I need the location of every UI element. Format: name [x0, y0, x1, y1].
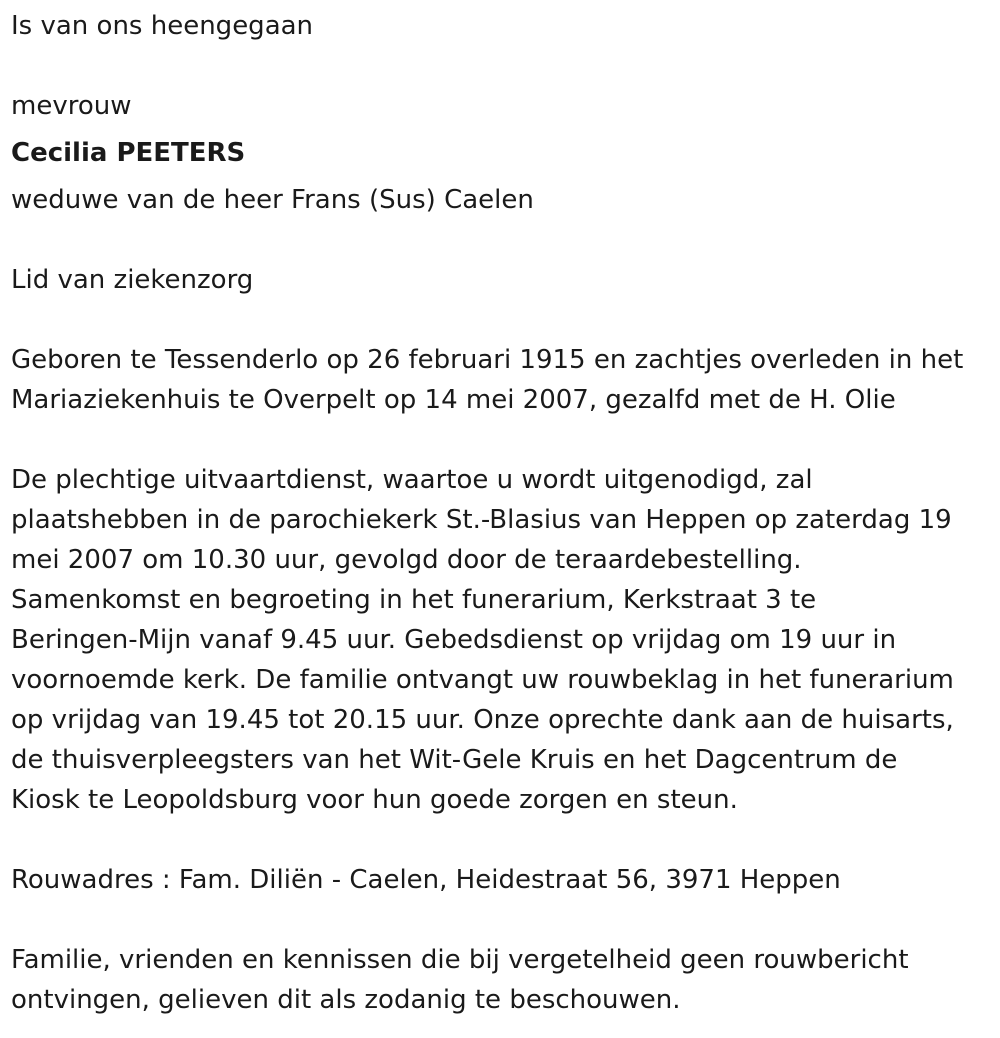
closing-line: ontvingen, gelieven dit als zodanig te beschouwen.: [11, 985, 681, 1015]
birth-line: Geboren te Tessenderlo op 26 februari 1915 en zachtjes overleden in het: [11, 345, 964, 375]
service-line: voornoemde kerk. De familie ontvangt uw rouwbeklag in het funerarium: [11, 665, 954, 695]
spacer: [11, 420, 991, 460]
service-line: Samenkomst en begroeting in het funerarium, Kerkstraat 3 te: [11, 585, 817, 615]
salutation: mevrouw: [11, 91, 132, 121]
mourning-address: Rouwadres : Fam. Diliën - Caelen, Heidestraat 56, 3971 Heppen: [11, 865, 841, 895]
service-line: Kiosk te Leopoldsburg voor hun goede zorgen en steun.: [11, 785, 738, 815]
service-line: op vrijdag van 19.45 tot 20.15 uur. Onze oprechte dank aan de huisarts,: [11, 705, 954, 735]
service-line: de thuisverpleegsters van het Wit-Gele Kruis en het Dagcentrum de: [11, 745, 898, 775]
membership-line: Lid van ziekenzorg: [11, 265, 254, 295]
deceased-name: Cecilia PEETERS: [11, 138, 246, 168]
spacer: [11, 46, 991, 86]
spacer: [11, 300, 991, 340]
closing-line: Familie, vrienden en kennissen die bij vergetelheid geen rouwbericht: [11, 945, 909, 975]
service-line: Beringen-Mijn vanaf 9.45 uur. Gebedsdienst op vrijdag om 19 uur in: [11, 625, 897, 655]
service-line: mei 2007 om 10.30 uur, gevolgd door de teraardebestelling.: [11, 545, 802, 575]
spacer: [11, 900, 991, 940]
spacer: [11, 820, 991, 860]
spacer: [11, 220, 991, 260]
service-line: De plechtige uitvaartdienst, waartoe u wordt uitgenodigd, zal: [11, 465, 813, 495]
birth-line: Mariaziekenhuis te Overpelt op 14 mei 2007, gezalfd met de H. Olie: [11, 385, 896, 415]
spouse-line: weduwe van de heer Frans (Sus) Caelen: [11, 185, 534, 215]
service-line: plaatshebben in de parochiekerk St.-Blasius van Heppen op zaterdag 19: [11, 505, 952, 535]
intro-line: Is van ons heengegaan: [11, 11, 314, 41]
obituary-notice: [11, 6, 991, 1020]
